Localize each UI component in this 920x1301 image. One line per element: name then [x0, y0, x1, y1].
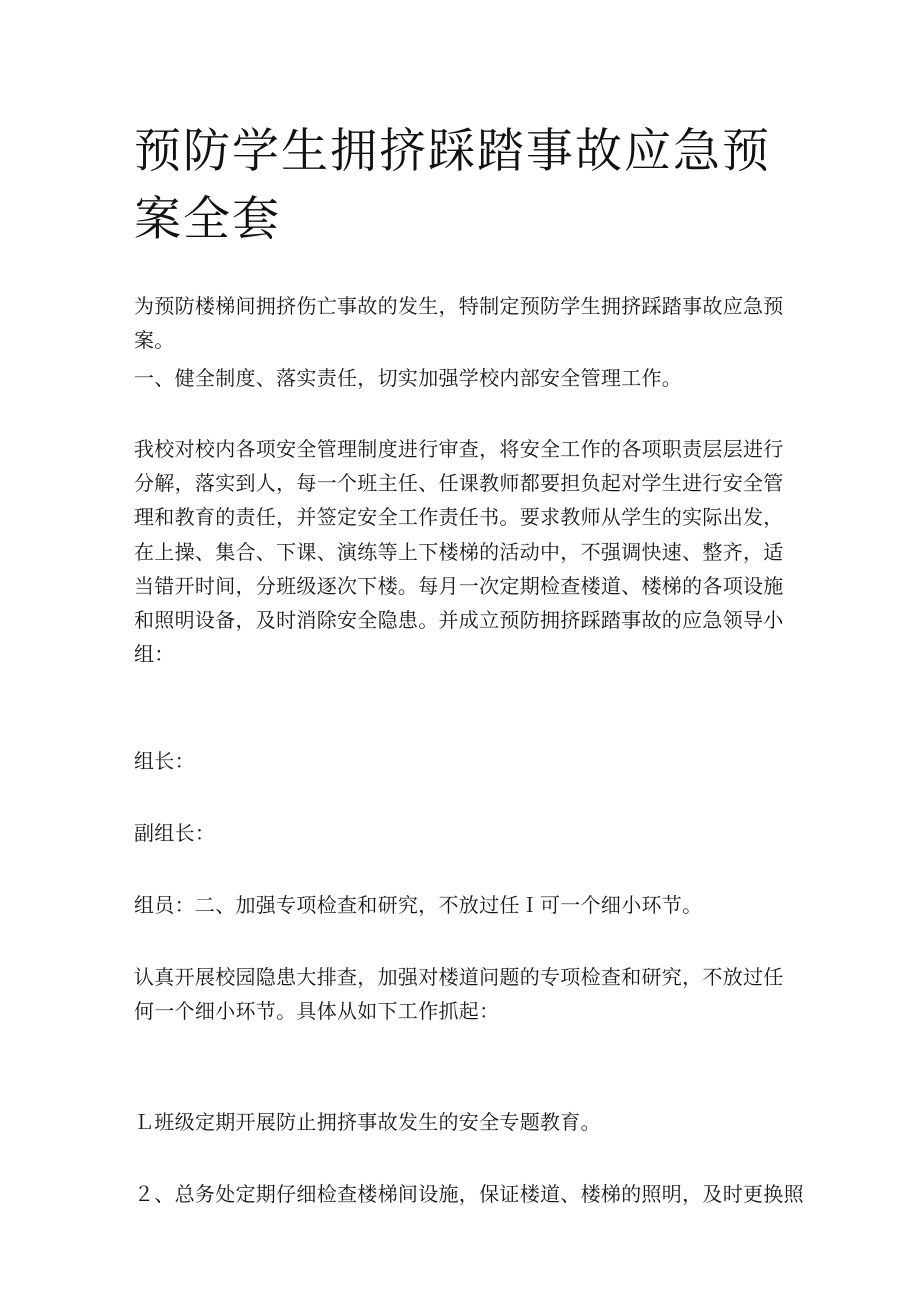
leader-line: 组长：: [134, 749, 195, 773]
section-1-heading: 一、健全制度、落实责任，切实加强学校内部安全管理工作。: [134, 366, 683, 390]
list-item-1: Ｌ班级定期开展防止拥挤事故发生的安全专题教育。: [134, 1110, 601, 1134]
deputy-leader-line: 副组长：: [134, 821, 216, 845]
section-2-body: 认真开展校园隐患大排查，加强对楼道问题的专项检查和研究，不放过任何一个细小环节。具体从如下工作抓起：: [134, 965, 784, 1023]
intro-paragraph: 为预防楼梯间拥挤伤亡事故的发生，特制定预防学生拥挤踩踏事故应急预案。: [134, 294, 784, 352]
members-line: 组员：二、加强专项检查和研究，不放过任Ｉ可一个细小环节。: [134, 893, 703, 917]
list-item-2: ２、总务处定期仔细检查楼梯间设施，保证楼道、楼梯的照明，及时更换照: [134, 1182, 804, 1206]
document-title: 预防学生拥挤踩踏事故应急预案全套: [134, 124, 771, 247]
section-1-body: 我校对校内各项安全管理制度进行审查，将安全工作的各项职责层层进行分解，落实到人，每一个班主任、任课教师都要担负起对学生进行安全管理和教育的责任，并签定安全工作责任书。要求教师从学生的实际出发，在上操、集合、下课、演练等上下楼梯的活动中，不强调快速、整齐，适当错开时间，分班级逐次下楼。每月一次定期检查楼道、楼梯的各项设施和照明设备，及时消除安全隐患。并成立预防拥挤踩踏事故的应急领导小组：: [134, 437, 784, 667]
